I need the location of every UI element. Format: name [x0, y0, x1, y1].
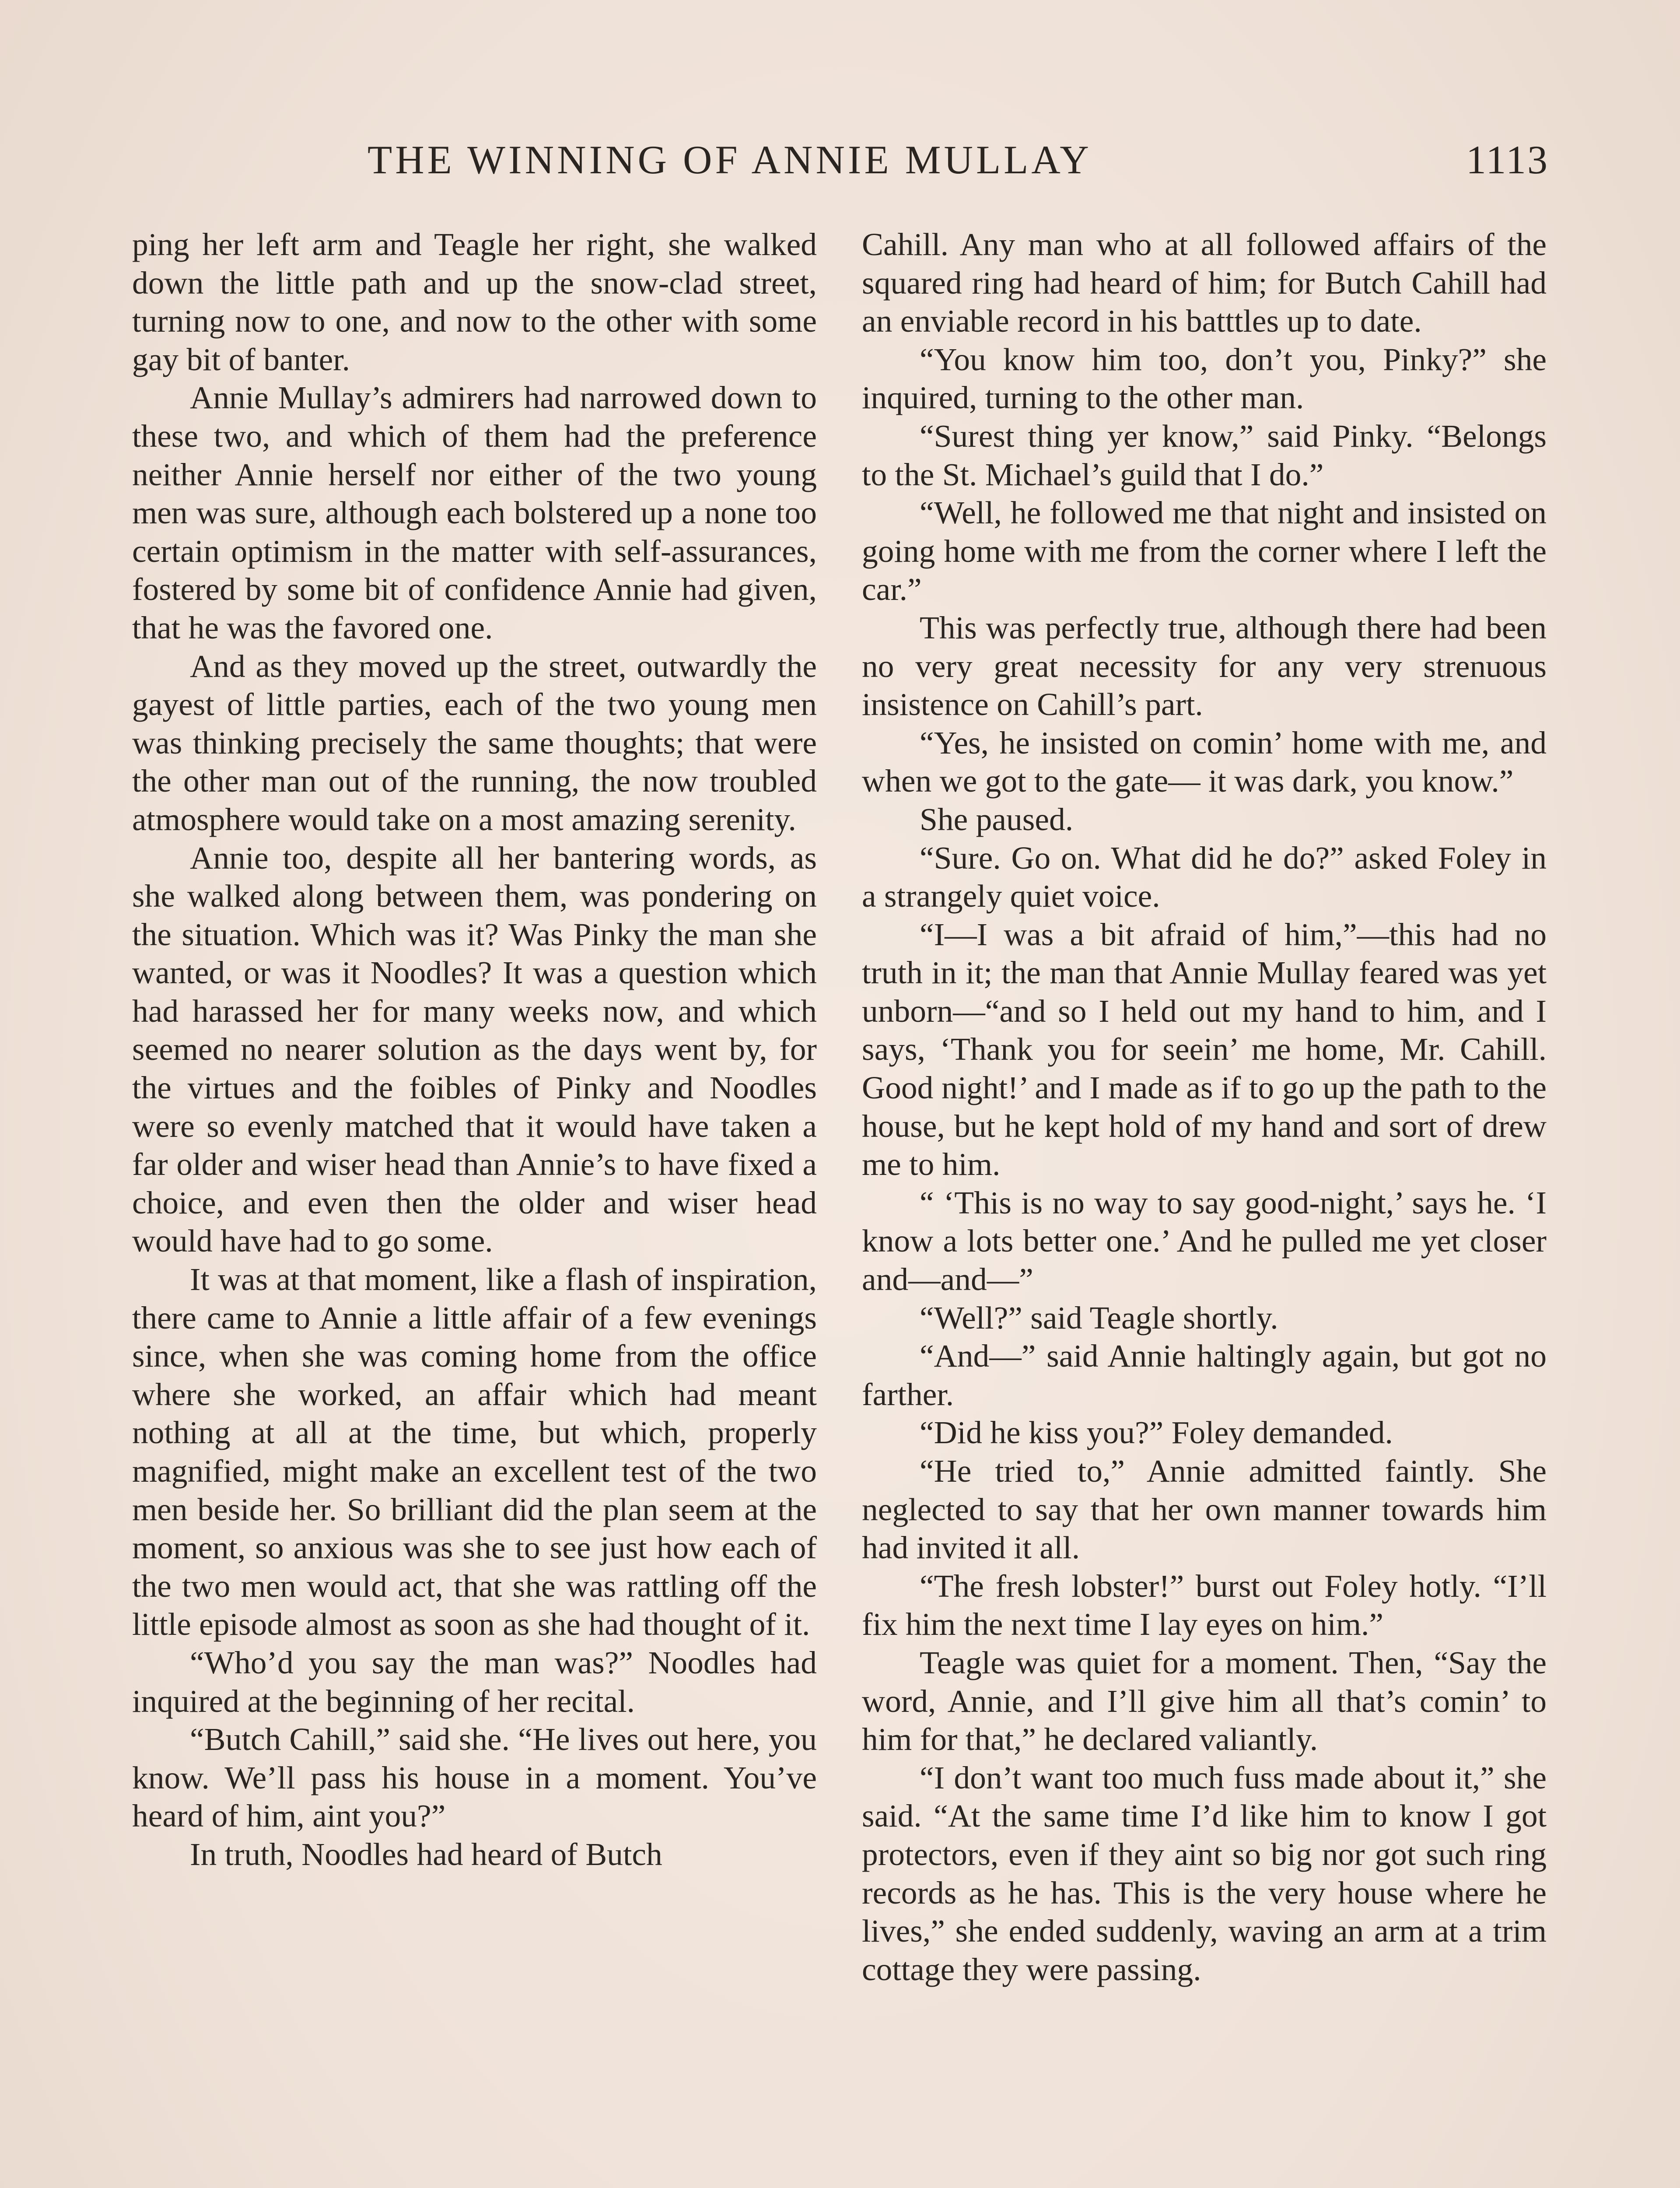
left-column — [132, 225, 817, 1874]
paragraph: “He tried to,” Annie admitted faintly. She neglected to say that her own manner towards him had invited it all. — [862, 1453, 1547, 1566]
page-number: 1113 — [1466, 137, 1549, 182]
page-header — [131, 131, 1549, 188]
paragraph: She paused. — [920, 801, 1074, 837]
paragraph: “I—I was a bit afraid of him,”—this had no truth in it; the man that Annie Mullay feared was yet unborn—“and so I held out my hand to him, and I says, ‘Thank you for seein’ me home, Mr. Cahill. Good night!’ and I made as if to go up the path to the house, but he kept hold of my hand and sort of drew me to him. — [862, 916, 1547, 1182]
paragraph: “Did he kiss you?” Foley demanded. — [920, 1415, 1393, 1451]
paragraph: Annie Mullay’s admirers had narrowed down to these two, and which of them had the preference neither Annie herself nor either of the two young men was sure, although each bolstered up a none too certain optimism in the matter with self-assurances, fostered by some bit of confidence Annie had given, that he was the favored one. — [132, 380, 817, 645]
paragraph: “Who’d you say the man was?” Noodles had inquired at the beginning of her recital. — [132, 1645, 817, 1719]
paragraph: “Sure. Go on. What did he do?” asked Foley in a strangely quiet voice. — [862, 840, 1547, 914]
paragraph: “Butch Cahill,” said she. “He lives out here, you know. We’ll pass his house in a moment. You’ve heard of him, aint you?” — [132, 1722, 817, 1834]
paragraph: In truth, Noodles had heard of Butch — [190, 1836, 662, 1872]
paragraph: “Well?” said Teagle shortly. — [920, 1300, 1278, 1336]
paragraph: Annie too, despite all her bantering words, as she walked along between them, was pondering on the situation. Which was it? Was Pinky the man she wanted, or was it Noodles? It was a question which had harassed her for many weeks now, and which seemed no nearer solution as the days went by, for the virtues and the foibles of Pinky and Noodles were so evenly matched that it would have taken a far older and wiser head than Annie’s to have fixed a choice, and even then the older and wiser head would have had to go some. — [132, 840, 817, 1259]
paragraph: Teagle was quiet for a moment. Then, “Say the word, Annie, and I’ll give him all that’s comin’ to him for that,” he declared valiantly. — [862, 1645, 1547, 1757]
paragraph: Cahill. Any man who at all followed affairs of the squared ring had heard of him; for Butch Cahill had an enviable record in his batttles up to date. — [862, 227, 1547, 339]
paragraph: “And—” said Annie haltingly again, but got no farther. — [862, 1338, 1547, 1412]
paragraph: “The fresh lobster!” burst out Foley hotly. “I’ll fix him the next time I lay eyes on him.” — [862, 1568, 1547, 1642]
paragraph: This was perfectly true, although there had been no very great necessity for any very strenuous insistence on Cahill’s part. — [862, 610, 1547, 722]
right-column — [862, 225, 1547, 1988]
paragraph: “Surest thing yer know,” said Pinky. “Belongs to the St. Michael’s guild that I do.” — [862, 418, 1547, 492]
paragraph: “I don’t want too much fuss made about it,” she said. “At the same time I’d like him to know I got protectors, even if they aint so big nor got such ring records as he has. This is the very house where he lives,” she ended suddenly, waving an arm at a trim cottage they were passing. — [862, 1760, 1547, 1987]
paragraph: “Well, he followed me that night and insisted on going home with me from the corner where I left the car.” — [862, 495, 1547, 607]
paragraph: And as they moved up the street, outwardly the gayest of little parties, each of the two young men was thinking precisely the same thoughts; that were the other man out of the running, the now troubled atmosphere would take on a most amazing serenity. — [132, 648, 817, 837]
running-title: THE WINNING OF ANNIE MULLAY — [368, 137, 1092, 182]
paragraph: ping her left arm and Teagle her right, she walked down the little path and up the snow-clad street, turning now to one, and now to the other with some gay bit of banter. — [132, 227, 817, 377]
paragraph: “You know him too, don’t you, Pinky?” she inquired, turning to the other man. — [862, 341, 1547, 416]
paragraph: It was at that moment, like a flash of inspiration, there came to Annie a little affair of a few evenings since, when she was coming home from the office where she worked, an affair which had meant nothing at all at the time, but which, properly magnified, might make an excellent test of the two men beside her. So brilliant did the plan seem at the moment, so anxious was she to see just how each of the two men would act, that she was rattling off the little episode almost as soon as she had thought of it. — [132, 1262, 817, 1642]
paragraph: “ ‘This is no way to say good-night,’ says he. ‘I know a lots better one.’ And he pulled me yet closer and—and—” — [862, 1185, 1547, 1297]
paragraph: “Yes, he insisted on comin’ home with me, and when we got to the gate— it was dark, you know.” — [862, 725, 1547, 799]
